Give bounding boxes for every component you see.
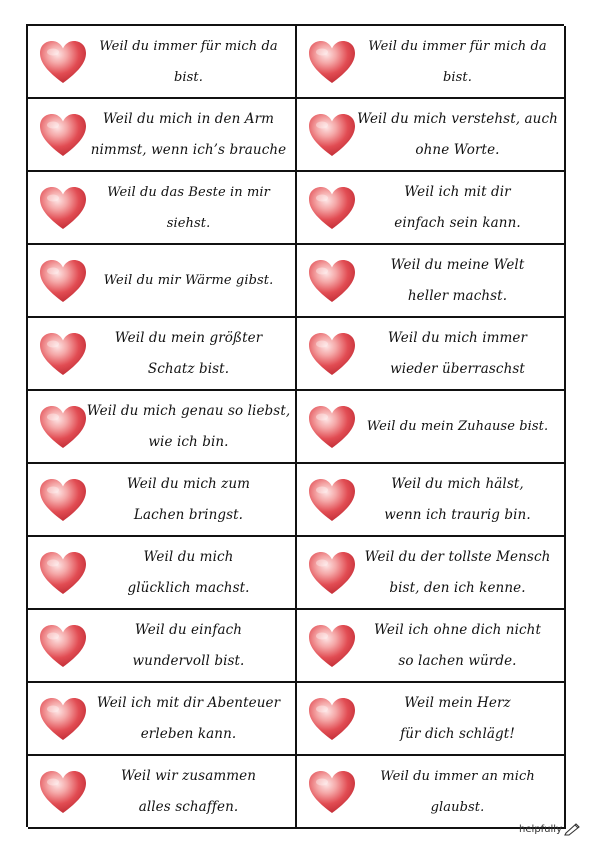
heart-icon	[307, 39, 357, 85]
heart-icon	[307, 550, 357, 596]
card	[297, 683, 566, 756]
heart-icon	[38, 696, 88, 742]
heart-icon	[307, 185, 357, 231]
card-text: Weil du das Beste in mir siehst.	[107, 184, 270, 231]
card-text: Weil du immer für mich da bist.	[368, 38, 547, 85]
heart-icon	[38, 769, 88, 815]
heart-icon	[307, 112, 357, 158]
card	[297, 99, 566, 172]
heart-icon	[38, 404, 88, 450]
heart-icon	[38, 185, 88, 231]
card	[297, 26, 566, 99]
card	[297, 464, 566, 537]
card	[297, 391, 566, 464]
card	[297, 537, 566, 610]
card	[28, 391, 297, 464]
card	[28, 318, 297, 391]
card-text: Weil du mir Wärme gibst.	[103, 273, 274, 288]
card-text: Weil du mich immer wieder überraschst	[387, 329, 528, 377]
heart-icon	[307, 769, 357, 815]
heart-icon	[38, 623, 88, 669]
card	[28, 537, 297, 610]
brand-name: helpfully	[519, 823, 562, 835]
heart-icon	[38, 477, 88, 523]
heart-icon	[307, 331, 357, 377]
heart-icon	[38, 331, 88, 377]
card	[28, 172, 297, 245]
card-text: Weil ich ohne dich nicht so lachen würde.	[374, 621, 541, 669]
heart-icon	[307, 404, 357, 450]
heart-icon	[307, 696, 357, 742]
card	[28, 756, 297, 829]
card-text: Weil du immer für mich da bist.	[99, 38, 278, 85]
card-text: Weil du meine Welt heller machst.	[390, 256, 525, 304]
card-text: Weil du mich zum Lachen bringst.	[126, 475, 251, 523]
card-text: Weil du der tollste Mensch bist, den ich kenne.	[364, 548, 551, 596]
card-text: Weil du immer an mich glaubst.	[380, 768, 535, 815]
card	[28, 99, 297, 172]
heart-icon	[38, 39, 88, 85]
heart-icon	[38, 550, 88, 596]
card	[28, 610, 297, 683]
card-text: Weil du mich genau so liebst, wie ich bin.	[86, 402, 291, 450]
card-text: Weil du mich hälst, wenn ich traurig bin.	[384, 475, 531, 523]
card	[28, 464, 297, 537]
card	[297, 610, 566, 683]
card	[297, 245, 566, 318]
heart-icon	[38, 258, 88, 304]
card-text: Weil du mich glücklich machst.	[127, 548, 250, 596]
heart-icon	[307, 258, 357, 304]
card	[297, 172, 566, 245]
card-text: Weil ich mit dir einfach sein kann.	[394, 183, 521, 231]
card	[297, 318, 566, 391]
heart-icon	[307, 623, 357, 669]
card	[28, 245, 297, 318]
card-grid	[26, 24, 564, 827]
card-text: Weil du mich verstehst, auch ohne Worte.	[357, 110, 558, 158]
pencil-icon	[564, 822, 582, 836]
card	[28, 26, 297, 99]
heart-icon	[307, 477, 357, 523]
card-text: Weil du mein größter Schatz bist.	[114, 329, 263, 377]
heart-icon	[38, 112, 88, 158]
card	[297, 756, 566, 829]
card-text: Weil wir zusammen alles schaffen.	[120, 767, 257, 815]
brand-logo	[519, 822, 582, 836]
card-text: Weil mein Herz für dich schlägt!	[400, 694, 515, 742]
card-text: Weil du einfach wundervoll bist.	[132, 621, 245, 669]
card	[28, 683, 297, 756]
card-text: Weil du mich in den Arm nimmst, wenn ich’s brauche	[90, 110, 287, 158]
card-text: Weil ich mit dir Abenteuer erleben kann.	[96, 694, 281, 742]
card-text: Weil du mein Zuhause bist.	[366, 419, 549, 434]
